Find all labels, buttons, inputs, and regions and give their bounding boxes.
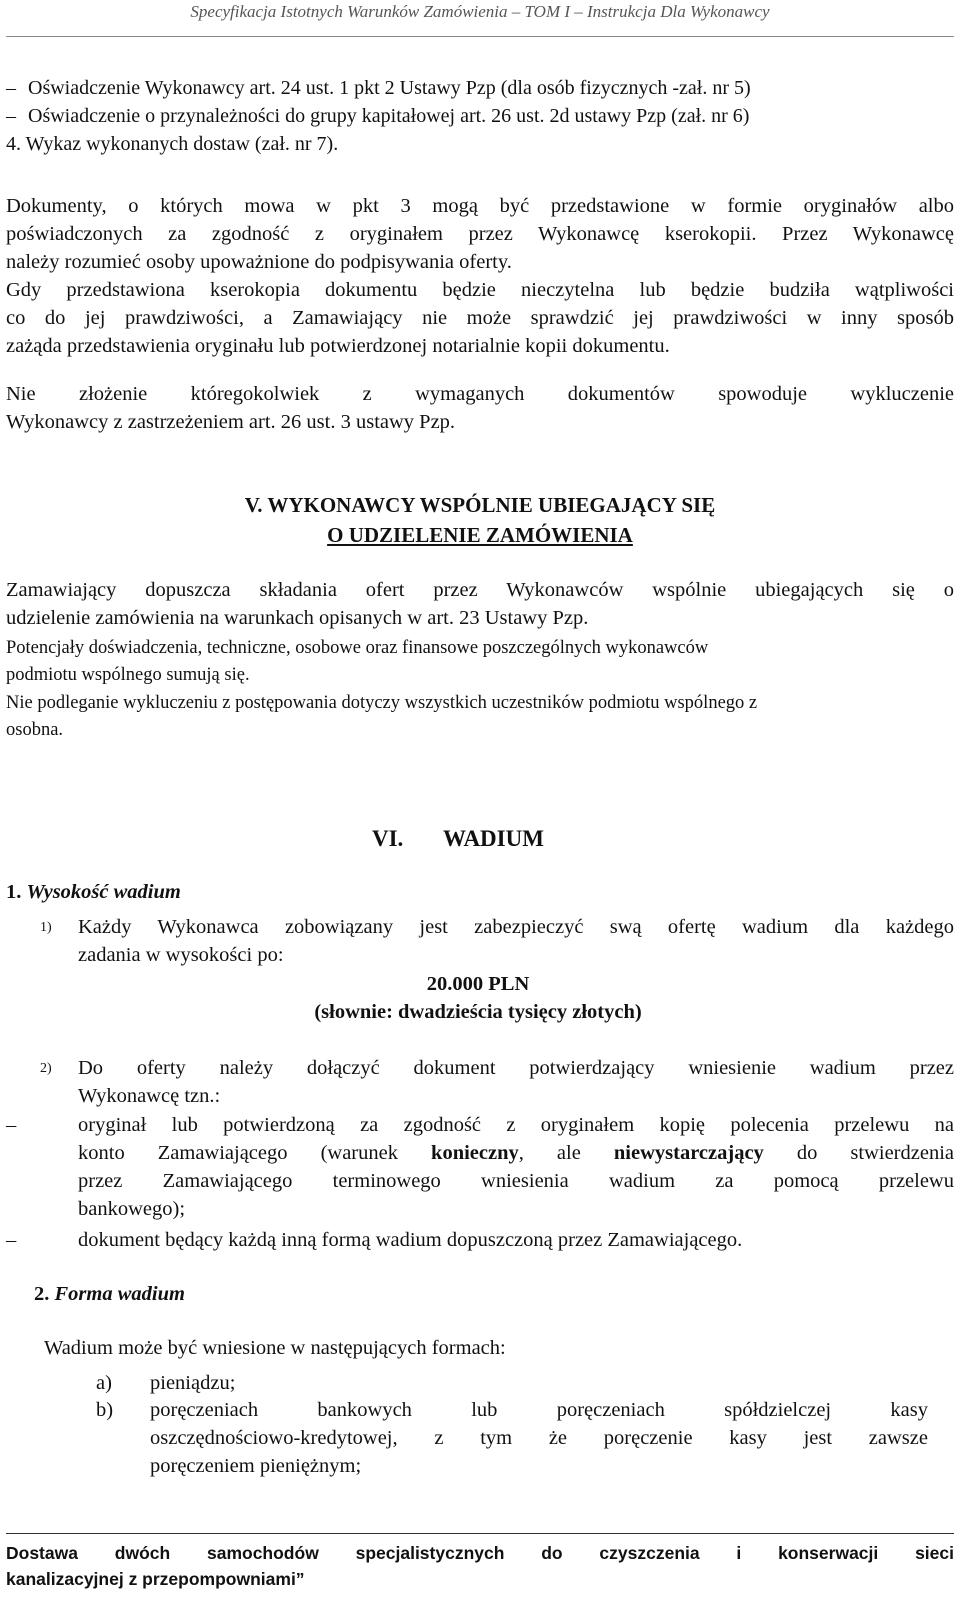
header-title: Specyfikacja Istotnych Warunków Zamówienia – TOM I – Instrukcja Dla Wykonawcy bbox=[190, 2, 770, 21]
intro-list-item: 4. Wykaz wykonanych dostaw (zał. nr 7). bbox=[6, 133, 339, 155]
header-divider bbox=[6, 36, 954, 37]
forms-intro: Wadium może być wniesione w następujących formach: bbox=[44, 1337, 506, 1359]
documents-paragraph: Dokumenty, o których mowa w pkt 3 mogą być przedstawione w formie oryginałów albo poświadczonych za zgodność z oryginałem przez Wykonawcę kserokopii. Przez Wykonawcę należy rozumieć osoby upoważnione do podpisywania oferty. Gdy przedstawiona kserokopia dokumentu będzie nieczytelna lub będzie budziła wątpliwości co do jej prawdziwości, a Zamawiający nie może sprawdzić jej prawdziwości w inny sposób zażąda przedstawienia oryginału lub potwierdzonej notarialnie kopii dokumentu. bbox=[6, 195, 954, 357]
form-a-text: pieniądzu; bbox=[150, 1372, 236, 1394]
intro-list-item: – Oświadczenie Wykonawcy art. 24 ust. 1 pkt 2 Ustawy Pzp (dla osób fizycznych -zał. nr 5) bbox=[6, 74, 751, 102]
subsection-2-heading: 2. Forma wadium bbox=[34, 1283, 185, 1305]
wadium-amount: 20.000 PLN (słownie: dwadzieścia tysięcy złotych) bbox=[314, 973, 642, 1023]
subsection-1-heading: 1. Wysokość wadium bbox=[6, 881, 181, 903]
item-2-label: 2) bbox=[40, 1061, 52, 1076]
section-v-paragraph-3: Nie podleganie wykluczeniu z postępowania dotyczy wszystkich uczestników podmiotu wspólnego z osobna. bbox=[6, 693, 758, 740]
section-v-paragraph-2: Potencjały doświadczenia, techniczne, osobowe oraz finansowe poszczególnych wykonawców podmiotu wspólnego sumują się. bbox=[6, 638, 709, 685]
dash-bullet: – bbox=[6, 1114, 17, 1136]
section-vi-number: VI. bbox=[372, 826, 404, 851]
section-v-paragraph-1: Zamawiający dopuszcza składania ofert przez Wykonawców wspólnie ubiegających się o udzielenie zamówienia na warunkach opisanych w art. 23 Ustawy Pzp. bbox=[6, 579, 954, 629]
exclusion-paragraph: Nie złożenie któregokolwiek z wymaganych dokumentów spowoduje wykluczenie Wykonawcy z zastrzeżeniem art. 26 ust. 3 ustawy Pzp. bbox=[6, 383, 954, 433]
bullet-1-text: oryginał lub potwierdzoną za zgodność z oryginałem kopię polecenia przelewu na konto Zamawiającego (warunek konieczny, ale niewystarczający do stwierdzenia przez Zamawiającego terminowego wniesienia wadium za pomocą przelewu bankowego); bbox=[78, 1114, 955, 1220]
item-1-label: 1) bbox=[40, 920, 52, 935]
dash-bullet: – bbox=[6, 77, 16, 99]
item-2-text: Do oferty należy dołączyć dokument potwierdzający wniesienie wadium przez Wykonawcę tzn.: bbox=[78, 1057, 954, 1107]
footer-divider bbox=[6, 1533, 954, 1534]
page-footer: Dostawa dwóch samochodów specjalistycznych do czyszczenia i konserwacji sieci kanalizacyjnej z przepompowniami” bbox=[6, 1543, 954, 1589]
form-b-text: poręczeniach bankowych lub poręczeniach spółdzielczej kasy oszczędnościowo-kredytowej, z tym że poręczenie kasy jest zawsze poręczeniem pieniężnym; bbox=[150, 1399, 928, 1477]
dash-bullet: – bbox=[6, 1229, 17, 1251]
dash-bullet: – bbox=[6, 105, 16, 127]
form-b-label: b) bbox=[96, 1399, 114, 1421]
section-v-title: V. WYKONAWCY WSPÓLNIE UBIEGAJĄCY SIĘ O UDZIELENIE ZAMÓWIENIA bbox=[244, 493, 716, 547]
section-vi-title: WADIUM bbox=[443, 826, 544, 851]
form-a-label: a) bbox=[96, 1372, 112, 1394]
bullet-2-text: dokument będący każdą inną formą wadium dopuszczoną przez Zamawiającego. bbox=[78, 1229, 743, 1251]
item-1-text: Każdy Wykonawca zobowiązany jest zabezpieczyć swą ofertę wadium dla każdego zadania w wysokości po: bbox=[78, 916, 954, 966]
page-header bbox=[0, 0, 960, 40]
intro-list-item: – Oświadczenie o przynależności do grupy kapitałowej art. 26 ust. 2d ustawy Pzp (zał. nr 6) bbox=[6, 102, 749, 130]
